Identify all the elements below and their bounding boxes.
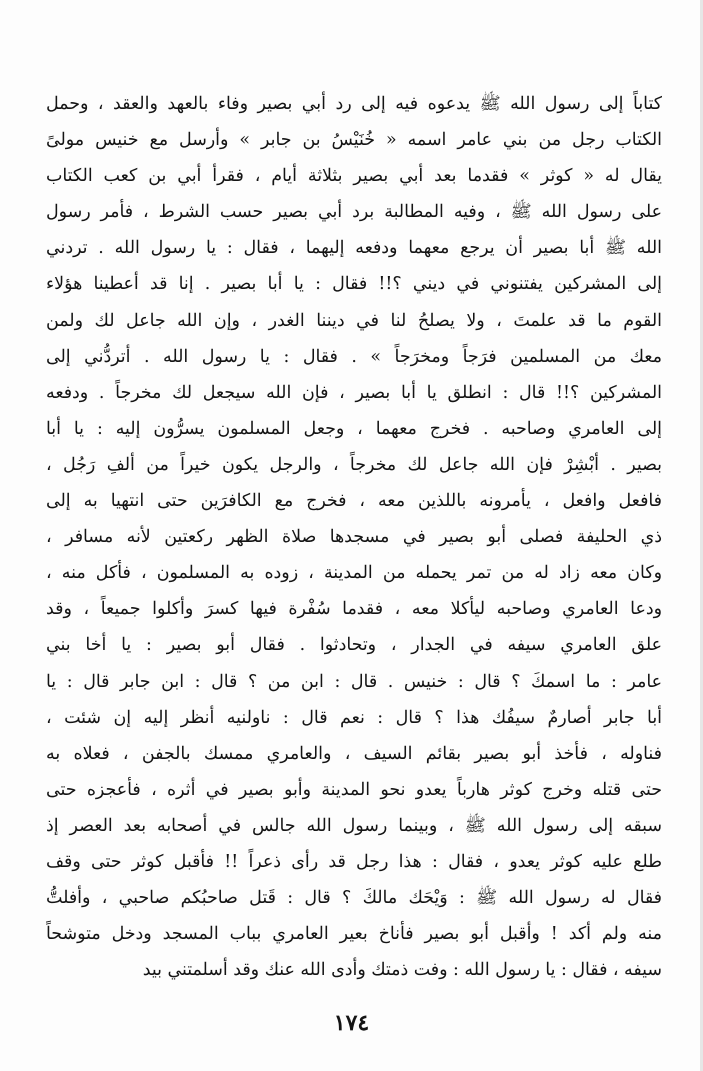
text-line: منه ولم أكد ! وأقبل أبو بصير فأناخ بعير العامري بباب المسجد ودخل متوشحاً xyxy=(46,924,662,945)
text-line: وكان معه زاد له من تمر يحمله من المدينة ، زوده به المسلمون ، فأكل منه ، xyxy=(46,563,662,584)
text-line: عامر : ما اسمكَ ؟ قال : خنيس . قال : ابن من ؟ قال : ابن جابر قال : يا xyxy=(46,671,662,692)
text-line: الكتاب رجل من بني عامر اسمه « خُنَيْسُ بن جابر » وأرسل مع خنيس مولىً xyxy=(46,130,662,151)
text-line: يقال له « كوثر » فقدما بعد أبي بصير بثلاثة أيام ، فقرأ أبي بن كعب الكتاب xyxy=(46,166,662,187)
text-line: ذي الحليفة فصلى أبو بصير في مسجدها صلاة الظهر ركعتين لأنه مسافر ، xyxy=(46,527,662,548)
body-text xyxy=(46,86,662,988)
text-line: القوم ما قد علمتَ ، ولا يصلحُ لنا في ديننا الغدر ، وإن الله جاعل لك ولمن xyxy=(46,310,662,331)
text-line: سبقه إلى رسول الله ﷺ ، وبينما رسول الله جالس في أصحابه بعد العصر إذ xyxy=(46,815,662,836)
text-line: معك من المسلمين فرَجاً ومخرَجاً » . فقال : يا رسول الله . أتردُّني إلى xyxy=(46,346,662,367)
text-line: المشركين ؟!! قال : انطلق يا أبا بصير ، فإن الله سيجعل لك مخرجاً . ودفعه xyxy=(46,382,662,403)
text-line: سيفه ، فقال : يا رسول الله : وفت ذمتك وأدى الله عنك وقد أسلمتني بيد xyxy=(142,960,662,981)
text-line: فناوله ، فأخذ أبو بصير بقائم السيف ، والعامري ممسك بالجفن ، فعلاه به xyxy=(46,743,662,764)
text-line: على رسول الله ﷺ ، وفيه المطالبة برد أبي بصير حسب الشرط ، فأمر رسول xyxy=(46,202,662,223)
text-line: حتى قتله وخرج كوثر هارباً يعدو نحو المدينة وأبو بصير في أثره ، فأعجزه حتى xyxy=(46,779,662,800)
text-line: فافعل وافعل ، يأمرونه باللذين معه ، فخرج مع الكافرَين حتى انتهيا به إلى xyxy=(46,491,662,512)
text-line: بصير . أبْشِرْ فإن الله جاعل لك مخرجاً ، والرجل يكون خيراً من ألفِ رَجُل ، xyxy=(46,454,662,475)
text-line: الله ﷺ أبا بصير أن يرجع معهما ودفعه إليهما ، فقال : يا رسول الله . تردني xyxy=(46,238,662,259)
text-line: ودعا العامري وصاحبه ليأكلا معه ، فقدما سُفْرة فيها كسرَ وأكلوا جميعاً ، وقد xyxy=(46,599,662,620)
text-line: علق العامري سيفه في الجدار ، وتحادثوا . فقال أبو بصير : يا أخا بني xyxy=(46,635,662,656)
text-line: طلع عليه كوثر يعدو ، فقال : هذا رجل قد رأى ذعراً !! فأقبل كوثر حتى وقف xyxy=(46,851,662,872)
text-line: فقال له رسول الله ﷺ : وَيْحَك مالكَ ؟ قال : قَتل صاحبُكم صاحبي ، وأفلتُّ xyxy=(46,888,662,909)
text-line: كتاباً إلى رسول الله ﷺ يدعوه فيه إلى رد أبي بصير وفاء بالعهد والعقد ، وحمل xyxy=(46,94,662,114)
text-line: إلى المشركين يفتنوني في ديني ؟!! فقال : يا أبا بصير . إنا قد أعطينا هؤلاء xyxy=(46,274,662,295)
text-line: إلى العامري وصاحبه . فخرج معهما ، وجعل المسلمون يسرُّون إليه : يا أبا xyxy=(46,418,662,439)
page-number: ١٧٤ xyxy=(333,1010,370,1036)
text-line: أبا جابر أصارمٌ سيفُك هذا ؟ قال : نعم قال : ناولنيه أنظر إليه إن شئت ، xyxy=(46,707,662,728)
